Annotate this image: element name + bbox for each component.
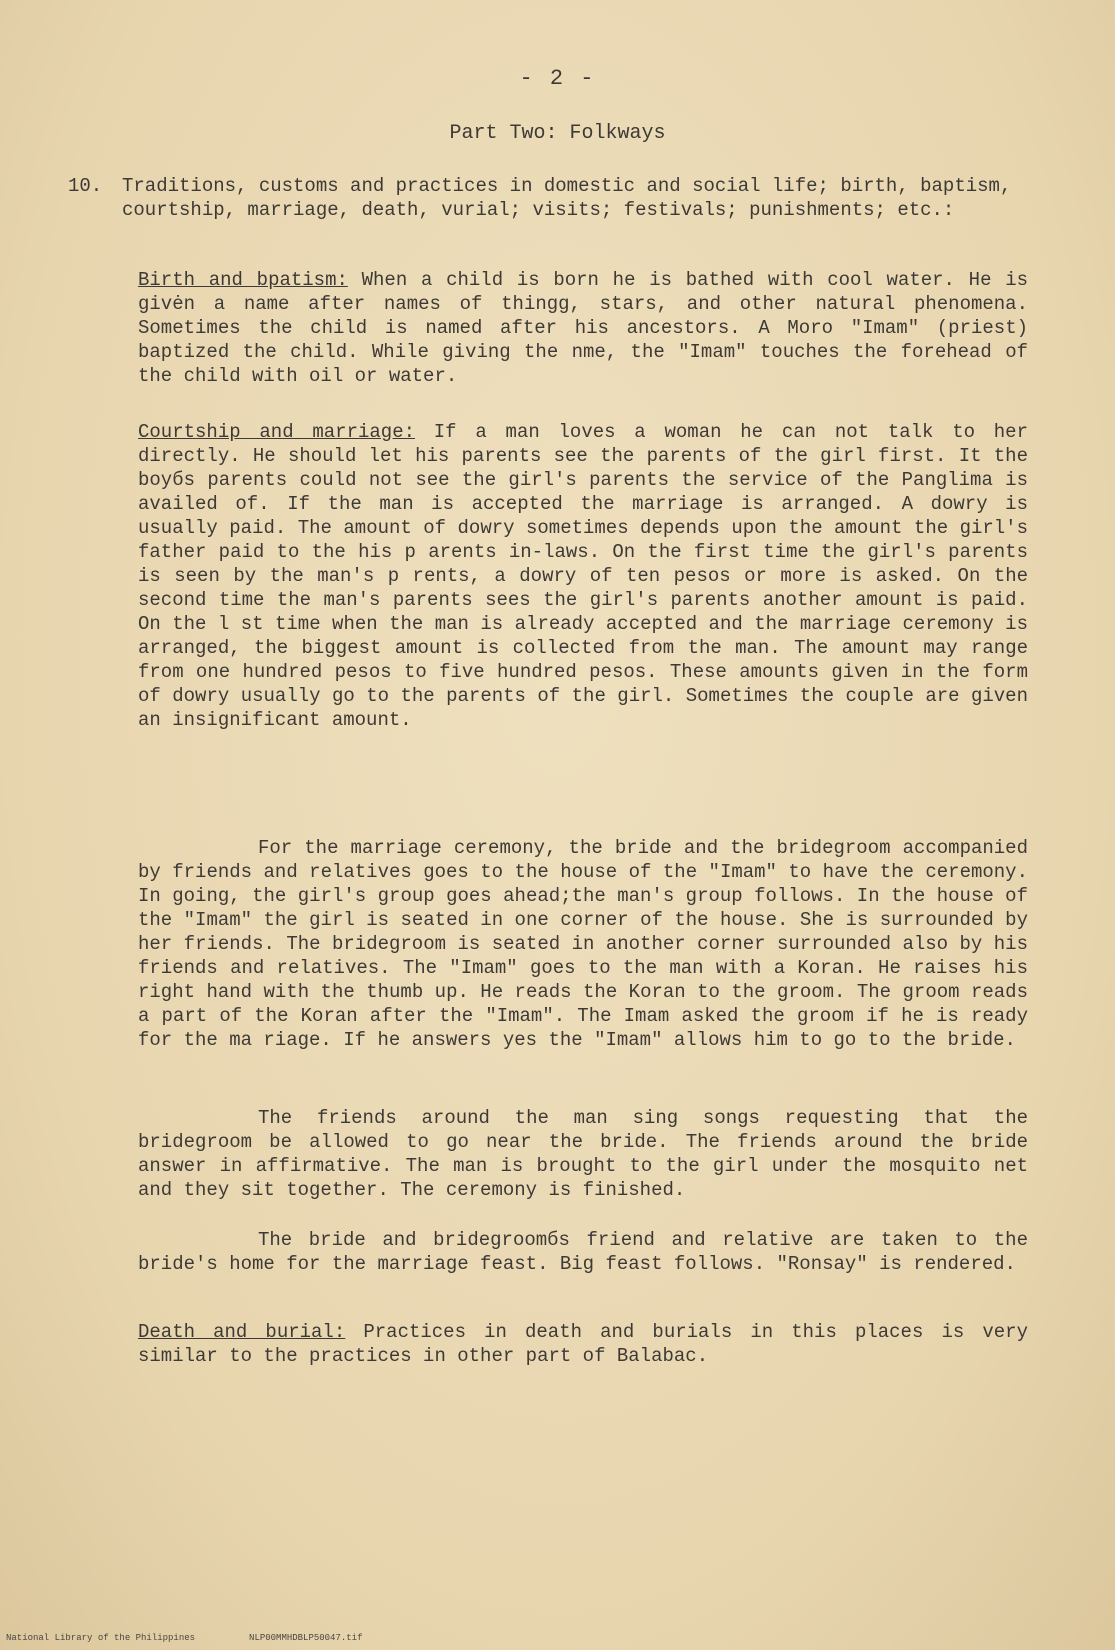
footer-filename: NLP00MMHDBLP50047.tif [249,1633,363,1643]
courtship-text: If a man loves a woman he can not talk to her directly. He should let his parents see the parents of the girl first. It the boyбs parents could not see the girl's parents the service of the Panglima is availed of. If the man is accepted the marriage is arranged. A dowry is usually paid. The amount of dowry sometimes depends upon the amount the girl's father paid to the his p arents in-laws. On the first time the girl's parents is seen by the man's p rents, a dowry of ten pesos or more is asked. On the second time the man's parents sees the girl's parents another amount is paid. On the l st time when the man is already accepted and the marriage ceremony is arranged, the biggest amount is collected from the man. The amount may range from one hundred pesos to five hundred pesos. These amounts given in the form of dowry usually go to the parents of the girl. Sometimes the couple are given an insignificant amount. [138,421,1028,731]
footer-library: National Library of the Philippines [6,1633,196,1643]
death-text: Practices in death and burials in this places is very similar to the practices in other part of Balabac. [138,1321,1028,1367]
scan-footer [6,1633,362,1643]
courtship-paragraph [138,420,1028,732]
death-paragraph [138,1320,1028,1368]
birth-paragraph [138,268,1028,388]
part-title: Part Two: Folkways [449,122,666,145]
courtship-heading: Courtship and marriage: [138,421,415,443]
death-heading: Death and burial: [138,1321,346,1343]
item-text: Traditions, customs and practices in domestic and social life; birth, baptism, courtship, marriage, death, vurial; visits; festivals; punishments; etc.: [122,175,1012,221]
birth-heading: Birth and bpatism: [138,269,348,291]
ceremony-paragraph: For the marriage ceremony, the bride and the bridegroom accompanied by friends and relatives goes to the house of the "Imam" to have the ceremony. In going, the girl's group goes ahead;the man's group follows. In the house of the "Imam" the girl is seated in one corner of the house. She is surrounded by her friends. The bridegroom is seated in another corner surrounded also by his friends and relatives. The "Imam" goes to the man with a Koran. He raises his right hand with the thumb up. He reads the Koran to the groom. The groom reads a part of the Koran after the "Imam". The Imam asked the groom if he is ready for the ma riage. If he answers yes the "Imam" allows him to go to the bride. [138,837,1028,1051]
feast-paragraph: The bride and bridegroomбs friend and relative are taken to the bride's home for the marriage feast. Big feast follows. "Ronsay" is rendered. [138,1229,1028,1275]
songs-paragraph: The friends around the man sing songs requesting that the bridegroom be allowed to go near the bride. The friends around the bride answer in affirmative. The man is brought to the girl under the mosquito net and they sit together. The ceremony is finished. [138,1107,1028,1201]
item-10 [68,174,1028,222]
birth-text: When a child is born he is bathed with cool water. He is givėn a name after names of thingg, stars, and other natural phenomena. Sometimes the child is named after his ancestors. A Moro "Imam" (priest) baptized the child. While giving the nme, the "Imam" touches the forehead of the child with oil or water. [138,269,1029,387]
page-number: - 2 - [519,66,596,91]
item-number: 10. [68,175,103,197]
